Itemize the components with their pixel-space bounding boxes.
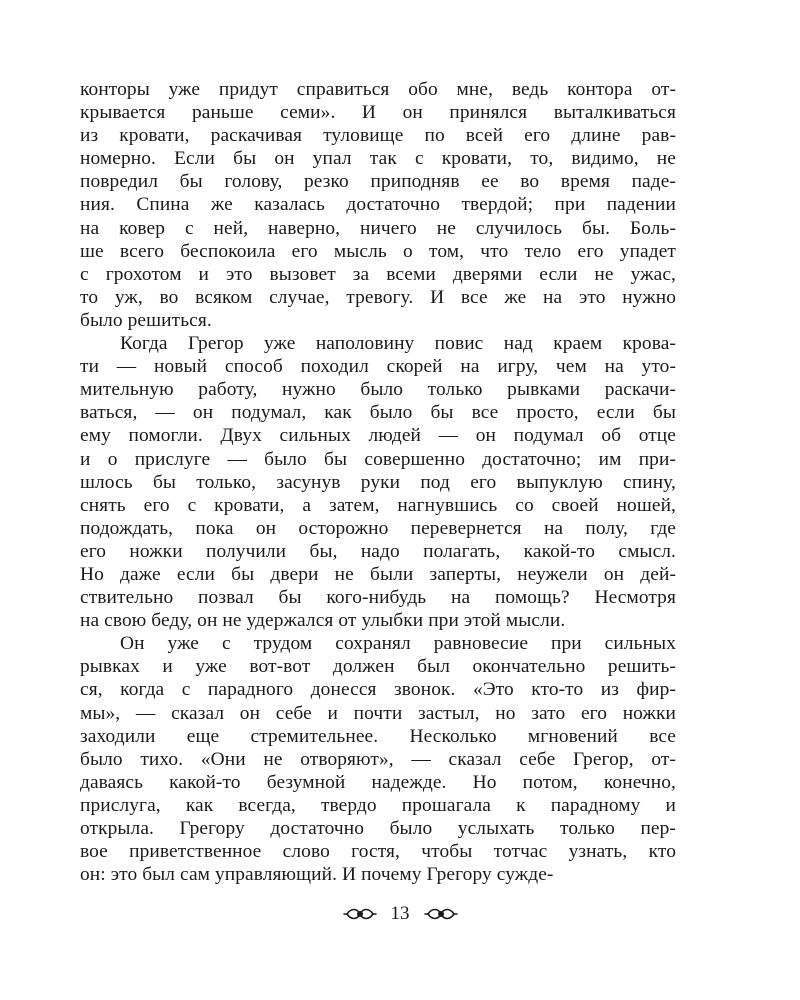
text-line: ствительно позвал бы кого-нибудь на помощь? Несмотря	[80, 587, 676, 609]
paragraph	[80, 78, 676, 332]
text-line: конторы уже придут справиться обо мне, ведь контора от-	[80, 79, 676, 100]
paragraph	[80, 332, 676, 632]
text-line: ваться, — он подумал, как было бы все просто, если бы	[80, 402, 676, 424]
page-number: 13	[390, 903, 410, 924]
text-line: заходили еще стремительнее. Несколько мгновений все	[80, 725, 676, 747]
text-line: на ковер с ней, наверно, ничего не случилось бы. Боль-	[80, 217, 676, 239]
text-line: было решиться.	[80, 309, 212, 331]
text-line: было тихо. «Они не отворяют», — сказал себе Грегор, от-	[80, 748, 676, 770]
page-footer	[0, 902, 800, 926]
text-line: мительную работу, нужно было только рывками раскачи-	[80, 379, 676, 401]
text-line: номерно. Если бы он упал так с кровати, то, видимо, не	[80, 148, 676, 170]
text-line: ше всего беспокоила его мысль о том, что тело его упадет	[80, 240, 676, 262]
text-line: то уж, во всяком случае, тревогу. И все же на это нужно	[80, 286, 676, 308]
text-line: мы», — сказал он себе и почти застыл, но зато его ножки	[80, 702, 676, 724]
text-line: снять его с кровати, а затем, нагнувшись со своей ношей,	[80, 494, 676, 516]
text-line: Но даже если бы двери не были заперты, неужели он дей-	[80, 563, 676, 585]
text-line: и о прислуге — было бы совершенно достаточно; им при-	[80, 448, 676, 470]
text-line: из кровати, раскачивая туловище по всей его длине рав-	[80, 125, 676, 147]
page-text	[80, 78, 676, 886]
text-line: ти — новый способ походил скорей на игру, чем на уто-	[80, 356, 676, 378]
text-line: ся, когда с парадного донесся звонок. «Это кто-то из фир-	[80, 679, 676, 701]
text-line: прислуга, как всегда, твердо прошагала к парадному и	[80, 794, 676, 816]
text-line: его ножки получили бы, надо полагать, какой-то смысл.	[80, 540, 676, 562]
text-line: подождать, пока он осторожно перевернется на полу, где	[80, 517, 676, 539]
text-line: крывается раньше семи». И он принялся выталкиваться	[80, 102, 676, 124]
text-line: Когда Грегор уже наполовину повис над краем крова-	[120, 333, 676, 355]
text-line: рывках и уже вот-вот должен был окончательно решить-	[80, 656, 676, 678]
text-line: даваясь какой-то безумной надежде. Но потом, конечно,	[80, 771, 676, 793]
paragraph	[80, 632, 676, 886]
text-line: на свою беду, он не удержался от улыбки при этой мысли.	[80, 610, 566, 632]
ornament-left-icon	[343, 906, 377, 922]
text-line: с грохотом и это вызовет за всеми дверями если не ужас,	[80, 263, 676, 285]
text-line: ния. Спина же казалась достаточно твердой; при падении	[80, 194, 676, 216]
text-line: вое приветственное слово гостя, чтобы тотчас узнать, кто	[80, 841, 676, 863]
ornament-right-icon	[424, 906, 458, 922]
text-line: ему помогли. Двух сильных людей — он подумал об отце	[80, 425, 676, 447]
text-line: Он уже с трудом сохранял равновесие при сильных	[120, 633, 676, 655]
text-line: открыла. Грегору достаточно было услыхать только пер-	[80, 818, 676, 839]
text-line: шлось бы только, засунув руки под его выпуклую спину,	[80, 471, 676, 493]
text-line: он: это был сам управляющий. И почему Грегору сужде-	[80, 864, 554, 886]
text-line: повредил бы голову, резко приподняв ее во время паде-	[80, 171, 676, 193]
